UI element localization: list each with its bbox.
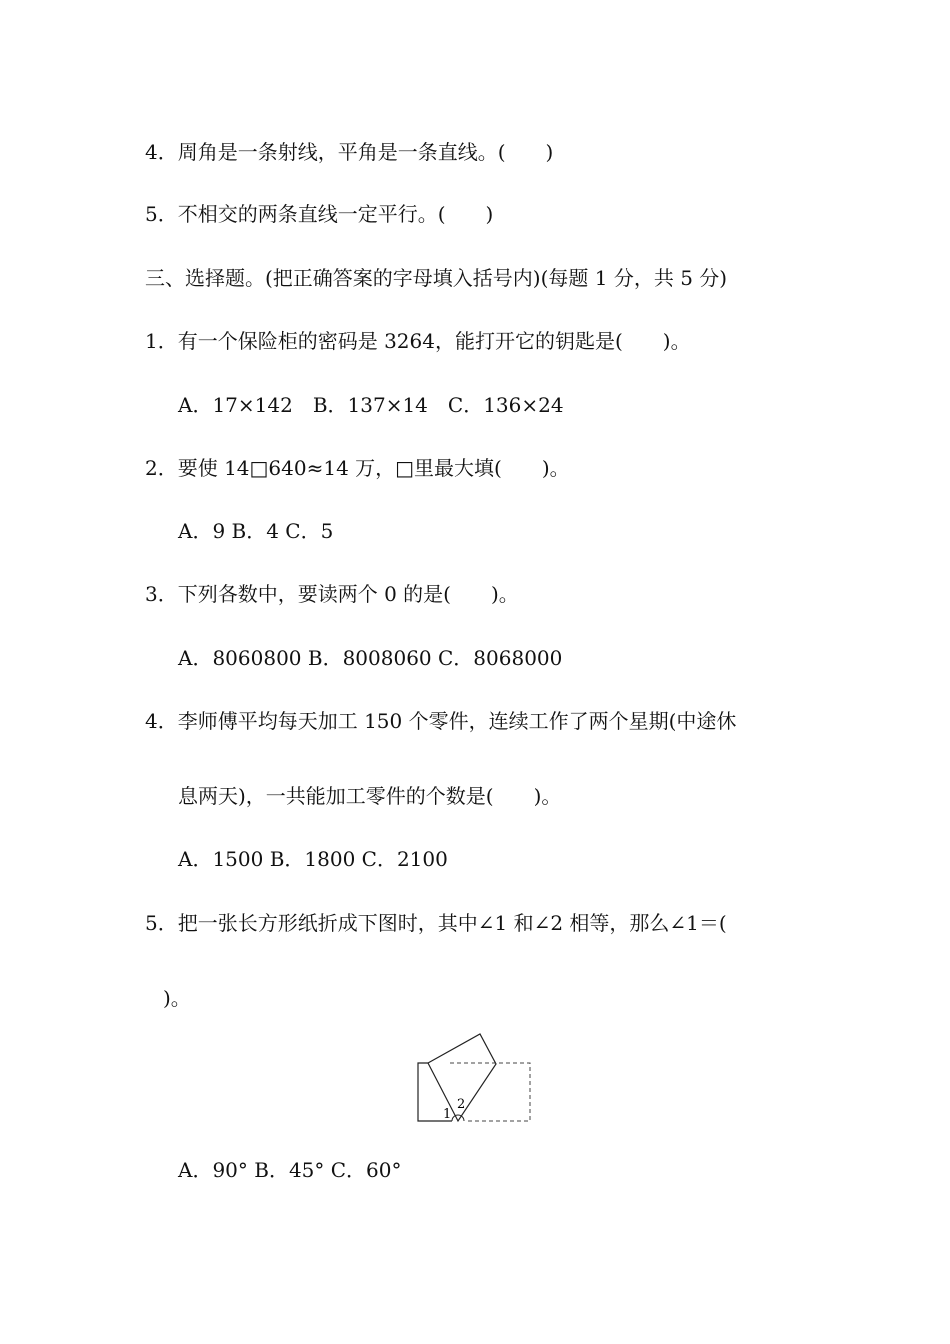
question-1-stem: 1．有一个保险柜的密码是 3264，能打开它的钥匙是( )。 [145,329,691,353]
question-4-stem-line1: 4．李师傅平均每天加工 150 个零件，连续工作了两个星期(中途休 [145,709,737,733]
question-5-stem-line2: )。 [163,986,191,1010]
judgement-item-4: 4．周角是一条射线，平角是一条直线。( ) [145,140,554,164]
question-5-options: A．90° B．45° C．60° [178,1158,402,1182]
question-2-stem: 2．要使 14□640≈14 万，□里最大填( )。 [145,456,570,480]
judgement-item-5: 5．不相交的两条直线一定平行。( ) [145,202,494,226]
angle-2-label: 2 [457,1097,466,1112]
question-5-stem-line1: 5．把一张长方形纸折成下图时，其中∠1 和∠2 相等，那么∠1＝( [145,911,727,935]
question-3-stem: 3．下列各数中，要读两个 0 的是( )。 [145,582,519,606]
question-3-options: A．8060800 B．8008060 C．8068000 [178,646,563,670]
question-2-options: A．9 B．4 C．5 [178,519,334,543]
section-title: 三、选择题。(把正确答案的字母填入括号内)(每题 1 分，共 5 分) [145,266,728,290]
rectangle-dashed-outline [450,1063,530,1121]
angle-1-label: 1 [443,1107,452,1122]
question-4-options: A．1500 B．1800 C．2100 [178,847,448,871]
question-1-options: A．17×142 B．137×14 C．136×24 [178,393,564,417]
folded-paper-figure [410,1030,540,1130]
question-4-stem-line2: 息两天)，一共能加工零件的个数是( )。 [178,784,562,808]
